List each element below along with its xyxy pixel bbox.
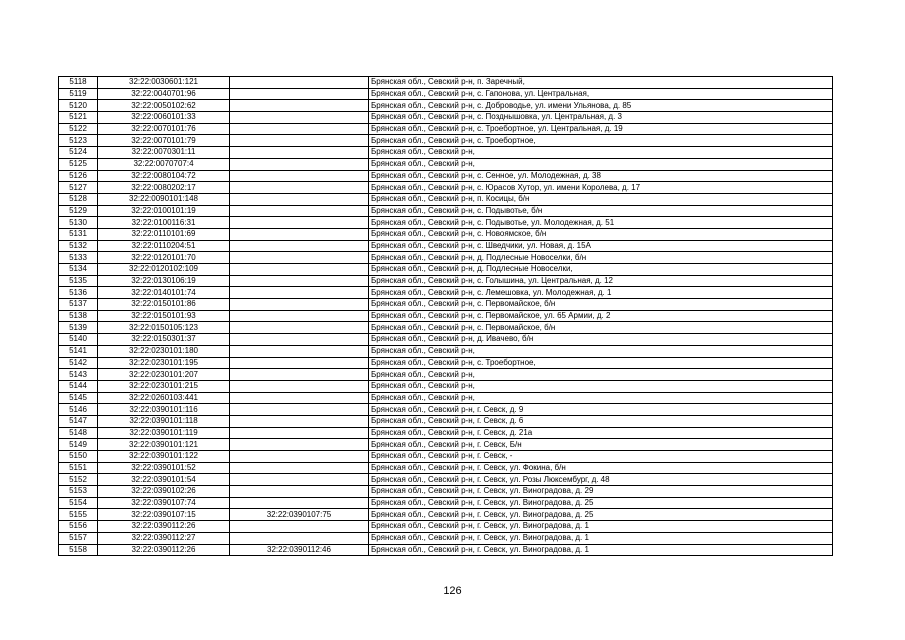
address-cell: Брянская обл., Севский р-н, с. Доброводье, ул. имени Ульянова, д. 85 — [369, 100, 833, 112]
address-cell: Брянская обл., Севский р-н, г. Севск, ул. Виноградова, д. 25 — [369, 497, 833, 509]
table-row — [59, 170, 833, 182]
table-row — [59, 439, 833, 451]
previous-cadastral-number-cell — [230, 240, 369, 252]
cadastral-number-cell: 32:22:0150301:37 — [98, 334, 230, 346]
previous-cadastral-number-cell — [230, 439, 369, 451]
previous-cadastral-number-cell — [230, 123, 369, 135]
record-number-cell: 5144 — [59, 380, 98, 392]
table-row — [59, 322, 833, 334]
cadastral-number-cell: 32:22:0060101:33 — [98, 112, 230, 124]
registry-table-body — [59, 77, 833, 556]
record-number-cell: 5130 — [59, 217, 98, 229]
cadastral-number-cell: 32:22:0390112:27 — [98, 532, 230, 544]
cadastral-number-cell: 32:22:0120102:109 — [98, 264, 230, 276]
table-row — [59, 345, 833, 357]
table-row — [59, 123, 833, 135]
record-number-cell: 5133 — [59, 252, 98, 264]
record-number-cell: 5121 — [59, 112, 98, 124]
table-row — [59, 275, 833, 287]
cadastral-number-cell: 32:22:0390101:122 — [98, 451, 230, 463]
record-number-cell: 5154 — [59, 497, 98, 509]
record-number-cell: 5139 — [59, 322, 98, 334]
cadastral-number-cell: 32:22:0110204:51 — [98, 240, 230, 252]
table-row — [59, 357, 833, 369]
previous-cadastral-number-cell — [230, 299, 369, 311]
address-cell: Брянская обл., Севский р-н, с. Троебортное, — [369, 357, 833, 369]
address-cell: Брянская обл., Севский р-н, с. Первомайское, б/н — [369, 322, 833, 334]
previous-cadastral-number-cell — [230, 322, 369, 334]
cadastral-number-cell: 32:22:0080202:17 — [98, 182, 230, 194]
address-cell: Брянская обл., Севский р-н, — [369, 345, 833, 357]
record-number-cell: 5141 — [59, 345, 98, 357]
cadastral-number-cell: 32:22:0390101:118 — [98, 415, 230, 427]
table-row — [59, 112, 833, 124]
table-row — [59, 228, 833, 240]
address-cell: Брянская обл., Севский р-н, с. Юрасов Хутор, ул. имени Королева, д. 17 — [369, 182, 833, 194]
address-cell: Брянская обл., Севский р-н, д. Ивачево, б/н — [369, 334, 833, 346]
table-row — [59, 392, 833, 404]
table-row — [59, 462, 833, 474]
table-row — [59, 521, 833, 533]
cadastral-number-cell: 32:22:0390107:15 — [98, 509, 230, 521]
cadastral-number-cell: 32:22:0390107:74 — [98, 497, 230, 509]
address-cell: Брянская обл., Севский р-н, г. Севск, д. 9 — [369, 404, 833, 416]
previous-cadastral-number-cell — [230, 158, 369, 170]
record-number-cell: 5126 — [59, 170, 98, 182]
record-number-cell: 5131 — [59, 228, 98, 240]
table-row — [59, 135, 833, 147]
record-number-cell: 5127 — [59, 182, 98, 194]
table-row — [59, 158, 833, 170]
record-number-cell: 5157 — [59, 532, 98, 544]
table-row — [59, 486, 833, 498]
table-row — [59, 77, 833, 89]
record-number-cell: 5132 — [59, 240, 98, 252]
table-row — [59, 427, 833, 439]
table-row — [59, 299, 833, 311]
cadastral-number-cell: 32:22:0150105:123 — [98, 322, 230, 334]
address-cell: Брянская обл., Севский р-н, — [369, 380, 833, 392]
address-cell: Брянская обл., Севский р-н, с. Голышина, ул. Центральная, д. 12 — [369, 275, 833, 287]
address-cell: Брянская обл., Севский р-н, с. Подывотье, ул. Молодежная, д. 51 — [369, 217, 833, 229]
table-row — [59, 252, 833, 264]
record-number-cell: 5152 — [59, 474, 98, 486]
address-cell: Брянская обл., Севский р-н, г. Севск, ул. Виноградова, д. 1 — [369, 521, 833, 533]
previous-cadastral-number-cell: 32:22:0390112:46 — [230, 544, 369, 556]
previous-cadastral-number-cell — [230, 369, 369, 381]
cadastral-number-cell: 32:22:0050102:62 — [98, 100, 230, 112]
address-cell: Брянская обл., Севский р-н, с. Позднышовка, ул. Центральная, д. 3 — [369, 112, 833, 124]
table-row — [59, 334, 833, 346]
address-cell: Брянская обл., Севский р-н, — [369, 392, 833, 404]
address-cell: Брянская обл., Севский р-н, — [369, 369, 833, 381]
cadastral-number-cell: 32:22:0390112:26 — [98, 544, 230, 556]
address-cell: Брянская обл., Севский р-н, г. Севск, д. 6 — [369, 415, 833, 427]
previous-cadastral-number-cell — [230, 112, 369, 124]
cadastral-number-cell: 32:22:0230101:180 — [98, 345, 230, 357]
table-row — [59, 415, 833, 427]
cadastral-number-cell: 32:22:0130106:19 — [98, 275, 230, 287]
table-row — [59, 182, 833, 194]
address-cell: Брянская обл., Севский р-н, с. Троебортное, ул. Центральная, д. 19 — [369, 123, 833, 135]
cadastral-number-cell: 32:22:0390112:26 — [98, 521, 230, 533]
previous-cadastral-number-cell — [230, 427, 369, 439]
record-number-cell: 5125 — [59, 158, 98, 170]
cadastral-number-cell: 32:22:0040701:96 — [98, 88, 230, 100]
record-number-cell: 5119 — [59, 88, 98, 100]
address-cell: Брянская обл., Севский р-н, г. Севск, ул. Виноградова, д. 29 — [369, 486, 833, 498]
address-cell: Брянская обл., Севский р-н, д. Подлесные Новоселки, б/н — [369, 252, 833, 264]
previous-cadastral-number-cell — [230, 77, 369, 89]
page-number: 126 — [443, 585, 462, 597]
previous-cadastral-number-cell — [230, 415, 369, 427]
cadastral-number-cell: 32:22:0140101:74 — [98, 287, 230, 299]
address-cell: Брянская обл., Севский р-н, г. Севск, Б/н — [369, 439, 833, 451]
cadastral-number-cell: 32:22:0390101:52 — [98, 462, 230, 474]
record-number-cell: 5150 — [59, 451, 98, 463]
previous-cadastral-number-cell — [230, 521, 369, 533]
registry-table — [58, 76, 833, 556]
table-row — [59, 369, 833, 381]
record-number-cell: 5137 — [59, 299, 98, 311]
cadastral-number-cell: 32:22:0150101:86 — [98, 299, 230, 311]
table-row — [59, 240, 833, 252]
record-number-cell: 5147 — [59, 415, 98, 427]
record-number-cell: 5129 — [59, 205, 98, 217]
cadastral-number-cell: 32:22:0120101:70 — [98, 252, 230, 264]
record-number-cell: 5118 — [59, 77, 98, 89]
record-number-cell: 5158 — [59, 544, 98, 556]
address-cell: Брянская обл., Севский р-н, г. Севск, ул. Розы Люксембург, д. 48 — [369, 474, 833, 486]
record-number-cell: 5122 — [59, 123, 98, 135]
cadastral-number-cell: 32:22:0260103:441 — [98, 392, 230, 404]
table-row — [59, 205, 833, 217]
record-number-cell: 5146 — [59, 404, 98, 416]
record-number-cell: 5142 — [59, 357, 98, 369]
table-row — [59, 380, 833, 392]
address-cell: Брянская обл., Севский р-н, г. Севск, д. 21а — [369, 427, 833, 439]
record-number-cell: 5123 — [59, 135, 98, 147]
record-number-cell: 5138 — [59, 310, 98, 322]
previous-cadastral-number-cell — [230, 135, 369, 147]
cadastral-number-cell: 32:22:0230101:207 — [98, 369, 230, 381]
previous-cadastral-number-cell — [230, 275, 369, 287]
previous-cadastral-number-cell — [230, 310, 369, 322]
address-cell: Брянская обл., Севский р-н, г. Севск, ул. Виноградова, д. 1 — [369, 544, 833, 556]
record-number-cell: 5148 — [59, 427, 98, 439]
address-cell: Брянская обл., Севский р-н, с. Сенное, ул. Молодежная, д. 38 — [369, 170, 833, 182]
cadastral-number-cell: 32:22:0070101:76 — [98, 123, 230, 135]
record-number-cell: 5124 — [59, 147, 98, 159]
previous-cadastral-number-cell — [230, 264, 369, 276]
previous-cadastral-number-cell — [230, 451, 369, 463]
address-cell: Брянская обл., Севский р-н, с. Шведчики, ул. Новая, д. 15А — [369, 240, 833, 252]
record-number-cell: 5153 — [59, 486, 98, 498]
previous-cadastral-number-cell — [230, 228, 369, 240]
cadastral-number-cell: 32:22:0390101:54 — [98, 474, 230, 486]
table-row — [59, 88, 833, 100]
previous-cadastral-number-cell — [230, 252, 369, 264]
address-cell: Брянская обл., Севский р-н, с. Троебортное, — [369, 135, 833, 147]
cadastral-number-cell: 32:22:0390101:119 — [98, 427, 230, 439]
cadastral-number-cell: 32:22:0080104:72 — [98, 170, 230, 182]
table-row — [59, 532, 833, 544]
cadastral-number-cell: 32:22:0100101:19 — [98, 205, 230, 217]
cadastral-number-cell: 32:22:0090101:148 — [98, 193, 230, 205]
previous-cadastral-number-cell — [230, 532, 369, 544]
record-number-cell: 5136 — [59, 287, 98, 299]
address-cell: Брянская обл., Севский р-н, г. Севск, ул. Фокина, б/н — [369, 462, 833, 474]
table-row — [59, 509, 833, 521]
cadastral-number-cell: 32:22:0230101:215 — [98, 380, 230, 392]
address-cell: Брянская обл., Севский р-н, с. Первомайское, б/н — [369, 299, 833, 311]
address-cell: Брянская обл., Севский р-н, — [369, 147, 833, 159]
record-number-cell: 5140 — [59, 334, 98, 346]
cadastral-number-cell: 32:22:0230101:195 — [98, 357, 230, 369]
address-cell: Брянская обл., Севский р-н, с. Подывотье, б/н — [369, 205, 833, 217]
previous-cadastral-number-cell — [230, 147, 369, 159]
table-row — [59, 147, 833, 159]
address-cell: Брянская обл., Севский р-н, п. Косицы, б/н — [369, 193, 833, 205]
previous-cadastral-number-cell — [230, 404, 369, 416]
record-number-cell: 5128 — [59, 193, 98, 205]
previous-cadastral-number-cell — [230, 345, 369, 357]
table-row — [59, 193, 833, 205]
previous-cadastral-number-cell — [230, 100, 369, 112]
previous-cadastral-number-cell — [230, 497, 369, 509]
table-row — [59, 217, 833, 229]
record-number-cell: 5135 — [59, 275, 98, 287]
previous-cadastral-number-cell — [230, 182, 369, 194]
address-cell: Брянская обл., Севский р-н, г. Севск, ул. Виноградова, д. 1 — [369, 532, 833, 544]
record-number-cell: 5155 — [59, 509, 98, 521]
cadastral-number-cell: 32:22:0150101:93 — [98, 310, 230, 322]
table-row — [59, 544, 833, 556]
cadastral-number-cell: 32:22:0100116:31 — [98, 217, 230, 229]
address-cell: Брянская обл., Севский р-н, с. Первомайское, ул. 65 Армии, д. 2 — [369, 310, 833, 322]
cadastral-number-cell: 32:22:0030601:121 — [98, 77, 230, 89]
previous-cadastral-number-cell — [230, 462, 369, 474]
previous-cadastral-number-cell — [230, 486, 369, 498]
table-row — [59, 264, 833, 276]
record-number-cell: 5145 — [59, 392, 98, 404]
previous-cadastral-number-cell — [230, 88, 369, 100]
previous-cadastral-number-cell — [230, 474, 369, 486]
address-cell: Брянская обл., Севский р-н, — [369, 158, 833, 170]
table-row — [59, 287, 833, 299]
address-cell: Брянская обл., Севский р-н, г. Севск, ул. Виноградова, д. 25 — [369, 509, 833, 521]
cadastral-number-cell: 32:22:0070301:11 — [98, 147, 230, 159]
address-cell: Брянская обл., Севский р-н, д. Подлесные Новоселки, — [369, 264, 833, 276]
record-number-cell: 5143 — [59, 369, 98, 381]
address-cell: Брянская обл., Севский р-н, с. Новоямское, б/н — [369, 228, 833, 240]
table-row — [59, 474, 833, 486]
address-cell: Брянская обл., Севский р-н, г. Севск, - — [369, 451, 833, 463]
record-number-cell: 5156 — [59, 521, 98, 533]
table-row — [59, 497, 833, 509]
cadastral-number-cell: 32:22:0070101:79 — [98, 135, 230, 147]
previous-cadastral-number-cell — [230, 193, 369, 205]
previous-cadastral-number-cell — [230, 392, 369, 404]
table-row — [59, 404, 833, 416]
address-cell: Брянская обл., Севский р-н, п. Заречный, — [369, 77, 833, 89]
cadastral-number-cell: 32:22:0390101:116 — [98, 404, 230, 416]
previous-cadastral-number-cell — [230, 380, 369, 392]
record-number-cell: 5134 — [59, 264, 98, 276]
address-cell: Брянская обл., Севский р-н, с. Лемешовка, ул. Молодежная, д. 1 — [369, 287, 833, 299]
cadastral-number-cell: 32:22:0070707:4 — [98, 158, 230, 170]
cadastral-number-cell: 32:22:0110101:69 — [98, 228, 230, 240]
record-number-cell: 5151 — [59, 462, 98, 474]
table-row — [59, 100, 833, 112]
previous-cadastral-number-cell — [230, 334, 369, 346]
previous-cadastral-number-cell: 32:22:0390107:75 — [230, 509, 369, 521]
table-row — [59, 451, 833, 463]
cadastral-number-cell: 32:22:0390101:121 — [98, 439, 230, 451]
record-number-cell: 5120 — [59, 100, 98, 112]
previous-cadastral-number-cell — [230, 170, 369, 182]
previous-cadastral-number-cell — [230, 287, 369, 299]
previous-cadastral-number-cell — [230, 217, 369, 229]
cadastral-number-cell: 32:22:0390102:26 — [98, 486, 230, 498]
previous-cadastral-number-cell — [230, 357, 369, 369]
previous-cadastral-number-cell — [230, 205, 369, 217]
table-row — [59, 310, 833, 322]
address-cell: Брянская обл., Севский р-н, с. Гапонова, ул. Центральная, — [369, 88, 833, 100]
record-number-cell: 5149 — [59, 439, 98, 451]
